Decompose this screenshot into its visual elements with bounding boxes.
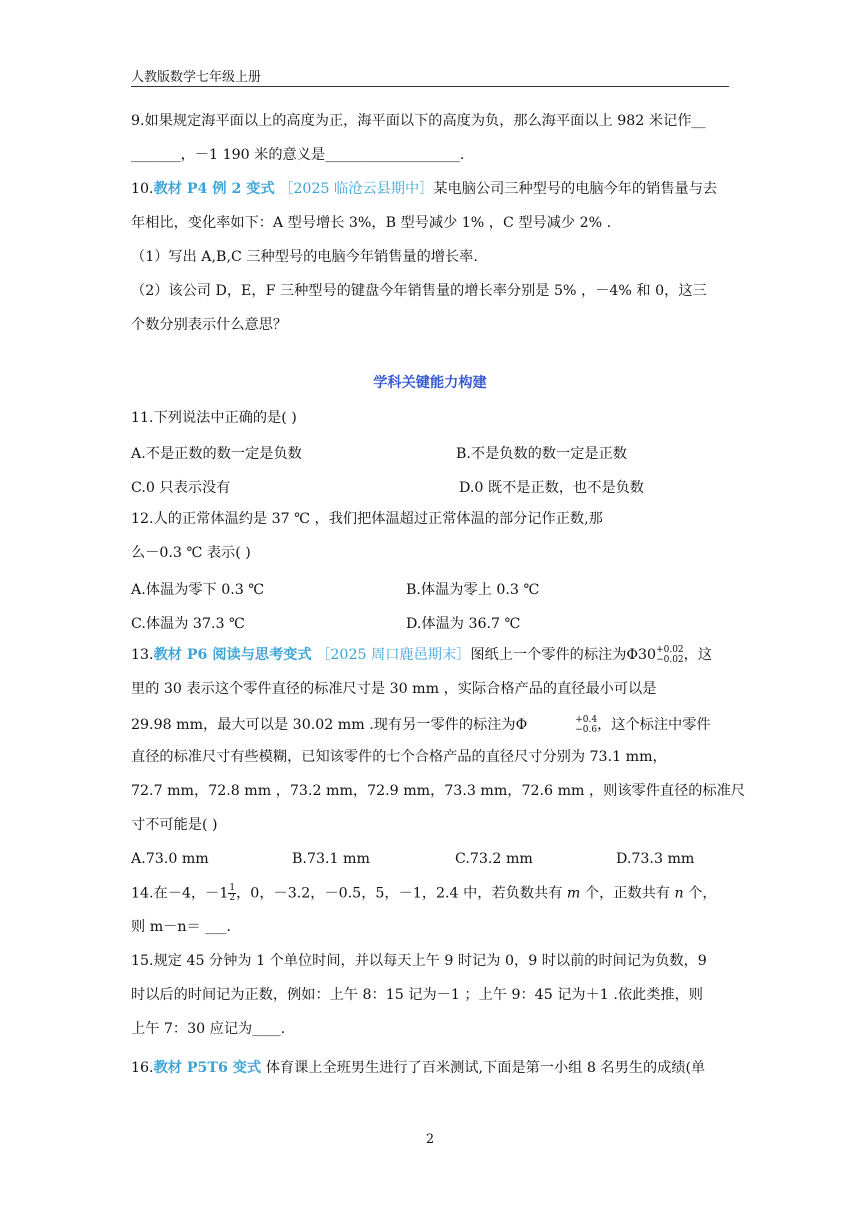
q13-option-b: B.73.1 mm (292, 851, 370, 867)
q10-sub2-line2: 个数分别表示什么意思？ (131, 317, 288, 333)
q13-number: 13. (131, 647, 154, 663)
q13-line3 (131, 715, 711, 735)
q10-number: 10. (131, 181, 154, 197)
q16-line1 (131, 1060, 705, 1077)
q13-line3-start: 29.98 mm，最大可以是 30.02 mm .现有另一零件的标注为Φ (131, 717, 528, 733)
q10-tag: 教材 P4 例 2 变式 (153, 181, 275, 197)
q13-tolerance-2 (575, 715, 597, 735)
q12-option-b: B.体温为零上 0.3 ℃ (406, 582, 540, 598)
q12-option-a: A.体温为零下 0.3 ℃ (131, 582, 265, 598)
q13-tol2-upper: +0.4 (575, 715, 598, 725)
q10-sub2-line1: （2）该公司 D，E，F 三种型号的键盘今年销售量的增长率分别是 5% ，－4% 和 0，这三 (131, 283, 707, 299)
q14-var-n: n (674, 885, 684, 902)
page-number: 2 (425, 1132, 435, 1147)
q13-line6: 寸不可能是( ) (131, 817, 218, 833)
q13-tolerance-1 (656, 645, 684, 665)
section-title: 学科关键能力构建 (373, 375, 487, 391)
q13-text: 图纸上一个零件的标注为Φ30 (470, 647, 657, 663)
q13-source: ［2025 周口鹿邑期末］ (316, 647, 471, 663)
q13-tol2-lower: −0.6 (575, 725, 598, 735)
q14-line2: 则 m－n＝ ___. (131, 919, 231, 935)
q12-option-d: D.体温为 36.7 ℃ (406, 616, 521, 632)
q13-tol1-upper: +0.02 (656, 645, 684, 655)
q14-start: 14.在－4，－1 (131, 885, 229, 902)
q10-line2: 年相比，变化率如下：A 型号增长 3%，B 型号减少 1% ，C 型号减少 2% . (131, 215, 612, 231)
q10-sub1: （1）写出 A,B,C 三种型号的电脑今年销售量的增长率. (131, 249, 478, 265)
q11-option-a: A.不是正数的数一定是负数 (131, 446, 302, 462)
q13-option-d: D.73.3 mm (616, 851, 695, 867)
q14-end: 个， (683, 885, 717, 902)
q13-line5: 72.7 mm，72.8 mm ，73.2 mm，72.9 mm，73.3 mm，72.6 mm ，则该零件直径的标准尺 (131, 783, 746, 799)
q11-stem: 11.下列说法中正确的是( ) (131, 410, 297, 426)
q13-tol1-lower: −0.02 (656, 655, 684, 665)
q9-line1: 9.如果规定海平面以上的高度为正，海平面以下的高度为负，那么海平面以上 982 米记作__ (131, 113, 706, 129)
q14-fraction (228, 884, 236, 903)
q13-option-a: A.73.0 mm (131, 851, 209, 867)
q14-frac-den: 2 (229, 893, 236, 903)
q15-line1: 15.规定 45 分钟为 1 个单位时间，并以每天上午 9 时记为 0，9 时以前的时间记为负数，9 (131, 953, 707, 969)
q16-number: 16. (131, 1060, 154, 1076)
q12-option-c: C.体温为 37.3 ℃ (131, 616, 245, 632)
q11-option-b: B.不是负数的数一定是正数 (456, 446, 627, 462)
q12-line1: 12.人的正常体温约是 37 ℃ ，我们把体温超过正常体温的部分记作正数,那 (131, 511, 603, 527)
q13-line1 (131, 645, 712, 665)
q9-line2: _______，－1 190 米的意义是___________________. (131, 147, 465, 163)
q16-text: 体育课上全班男生进行了百米测试,下面是第一小组 8 名男生的成绩(单 (261, 1060, 706, 1076)
q10-source: ［2025 临沧云县期中］ (279, 181, 434, 197)
q13-text-end: ，这 (683, 647, 713, 663)
q14-mid: 个，正数共有 (580, 885, 675, 902)
q16-tag: 教材 P5T6 变式 (153, 1060, 262, 1076)
q11-option-c: C.0 只表示没有 (131, 480, 231, 496)
q10-line1 (131, 181, 717, 198)
q13-line2: 里的 30 表示这个零件直径的标准尺寸是 30 mm ，实际合格产品的直径最小可以是 (131, 681, 657, 697)
q13-line3-end: ，这个标注中零件 (597, 717, 711, 733)
header-rule (131, 86, 729, 87)
q14-var-m: m (566, 885, 581, 902)
q15-line2: 时以后的时间记为正数，例如：上午 8：15 记为－1 ；上午 9：45 记为＋1 .依此类推，则 (131, 987, 703, 1003)
q14-line1 (131, 884, 717, 903)
page-header: 人教版数学七年级上册 (131, 70, 262, 85)
q14-frac-num: 1 (229, 883, 236, 893)
q13-line4: 直径的标准尺寸有些模糊，已知该零件的七个合格产品的直径尺寸分别为 73.1 mm， (131, 749, 667, 765)
q12-line2: 么－0.3 ℃ 表示( ) (131, 545, 251, 561)
q15-line3: 上午 7：30 应记为____. (131, 1021, 286, 1037)
q13-tag: 教材 P6 阅读与思考变式 (153, 647, 312, 663)
q11-option-d: D.0 既不是正数，也不是负数 (459, 480, 644, 496)
q14-rest: ，0，－3.2，－0.5，5，－1，2.4 中，若负数共有 (236, 885, 567, 902)
q10-text: 某电脑公司三种型号的电脑今年的销售量与去 (433, 181, 718, 197)
q13-option-c: C.73.2 mm (455, 851, 533, 867)
